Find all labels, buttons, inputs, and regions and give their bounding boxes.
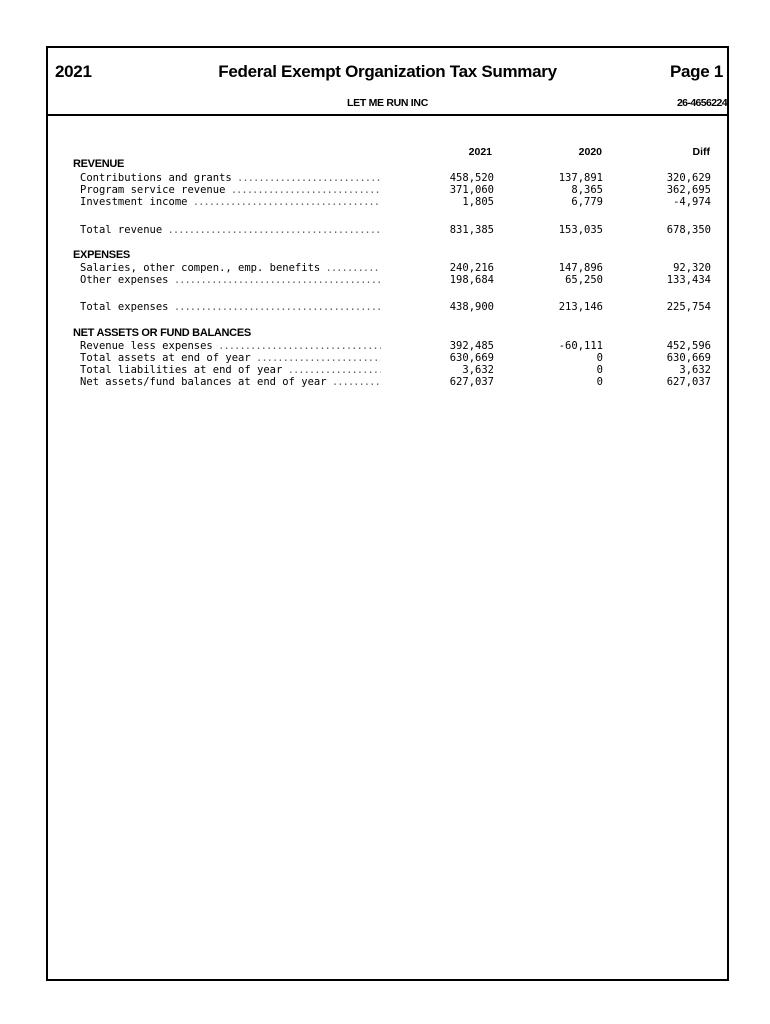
page-title: Federal Exempt Organization Tax Summary (218, 62, 557, 81)
row-label: Revenue less expenses ..... (80, 340, 381, 352)
value-2021: 458,520 (449, 172, 494, 184)
table-row (80, 274, 720, 286)
section-title-revenue: REVENUE (73, 158, 125, 170)
value-2020: 8,365 (571, 184, 603, 196)
total-row (80, 224, 720, 236)
row-label: Program service revenue ..... (80, 184, 381, 196)
value-2020: 137,891 (558, 172, 603, 184)
value-diff: 225,754 (666, 301, 711, 313)
row-label: Investment income ..... (80, 196, 381, 208)
column-header-2020: 2020 (578, 146, 602, 158)
value-2021: 627,037 (449, 376, 494, 388)
value-2021: 3,632 (462, 364, 494, 376)
value-diff: 92,320 (673, 262, 711, 274)
value-2020: 0 (596, 376, 603, 388)
table-row (80, 196, 720, 208)
value-2021: 630,669 (449, 352, 494, 364)
summary-page-frame (46, 46, 729, 981)
value-2020: 213,146 (558, 301, 603, 313)
value-2021: 392,485 (449, 340, 494, 352)
value-2020: -60,111 (558, 340, 603, 352)
column-header-diff: Diff (692, 146, 710, 158)
section-title-expenses: EXPENSES (73, 249, 130, 261)
value-2020: 65,250 (565, 274, 603, 286)
value-2020: 6,779 (571, 196, 603, 208)
row-label: Salaries, other compen., emp. benefits ..... (80, 262, 381, 274)
table-row (80, 262, 720, 274)
organization-name: LET ME RUN INC (347, 97, 428, 109)
row-label: Contributions and grants ..... (80, 172, 381, 184)
value-diff: 627,037 (666, 376, 711, 388)
column-header-2021: 2021 (468, 146, 492, 158)
table-row (80, 376, 720, 388)
value-diff: 133,434 (666, 274, 711, 286)
value-2020: 147,896 (558, 262, 603, 274)
row-label: Total revenue ..... (80, 224, 381, 236)
value-2021: 438,900 (449, 301, 494, 313)
value-2021: 371,060 (449, 184, 494, 196)
value-2020: 0 (596, 352, 603, 364)
total-row (80, 301, 720, 313)
value-diff: 678,350 (666, 224, 711, 236)
row-label: Net assets/fund balances at end of year ..... (80, 376, 381, 388)
value-2020: 153,035 (558, 224, 603, 236)
value-diff: 362,695 (666, 184, 711, 196)
tax-year: 2021 (55, 62, 92, 81)
value-diff: 630,669 (666, 352, 711, 364)
value-diff: 320,629 (666, 172, 711, 184)
row-label: Total liabilities at end of year ..... (80, 364, 381, 376)
table-row (80, 364, 720, 376)
value-diff: 452,596 (666, 340, 711, 352)
value-2021: 1,805 (462, 196, 494, 208)
ein: 26-4656224 (676, 97, 727, 109)
table-row (80, 184, 720, 196)
value-diff: 3,632 (679, 364, 711, 376)
row-label: Total assets at end of year ..... (80, 352, 381, 364)
value-2021: 240,216 (449, 262, 494, 274)
value-2020: 0 (596, 364, 603, 376)
table-row (80, 340, 720, 352)
value-2021: 198,684 (449, 274, 494, 286)
row-label: Other expenses ..... (80, 274, 381, 286)
page-number: Page 1 (669, 62, 723, 81)
header-divider (48, 114, 727, 116)
value-diff: -4,974 (673, 196, 711, 208)
section-title-net-assets: NET ASSETS OR FUND BALANCES (73, 327, 251, 339)
table-row (80, 352, 720, 364)
value-2021: 831,385 (449, 224, 494, 236)
table-row (80, 172, 720, 184)
row-label: Total expenses ..... (80, 301, 381, 313)
